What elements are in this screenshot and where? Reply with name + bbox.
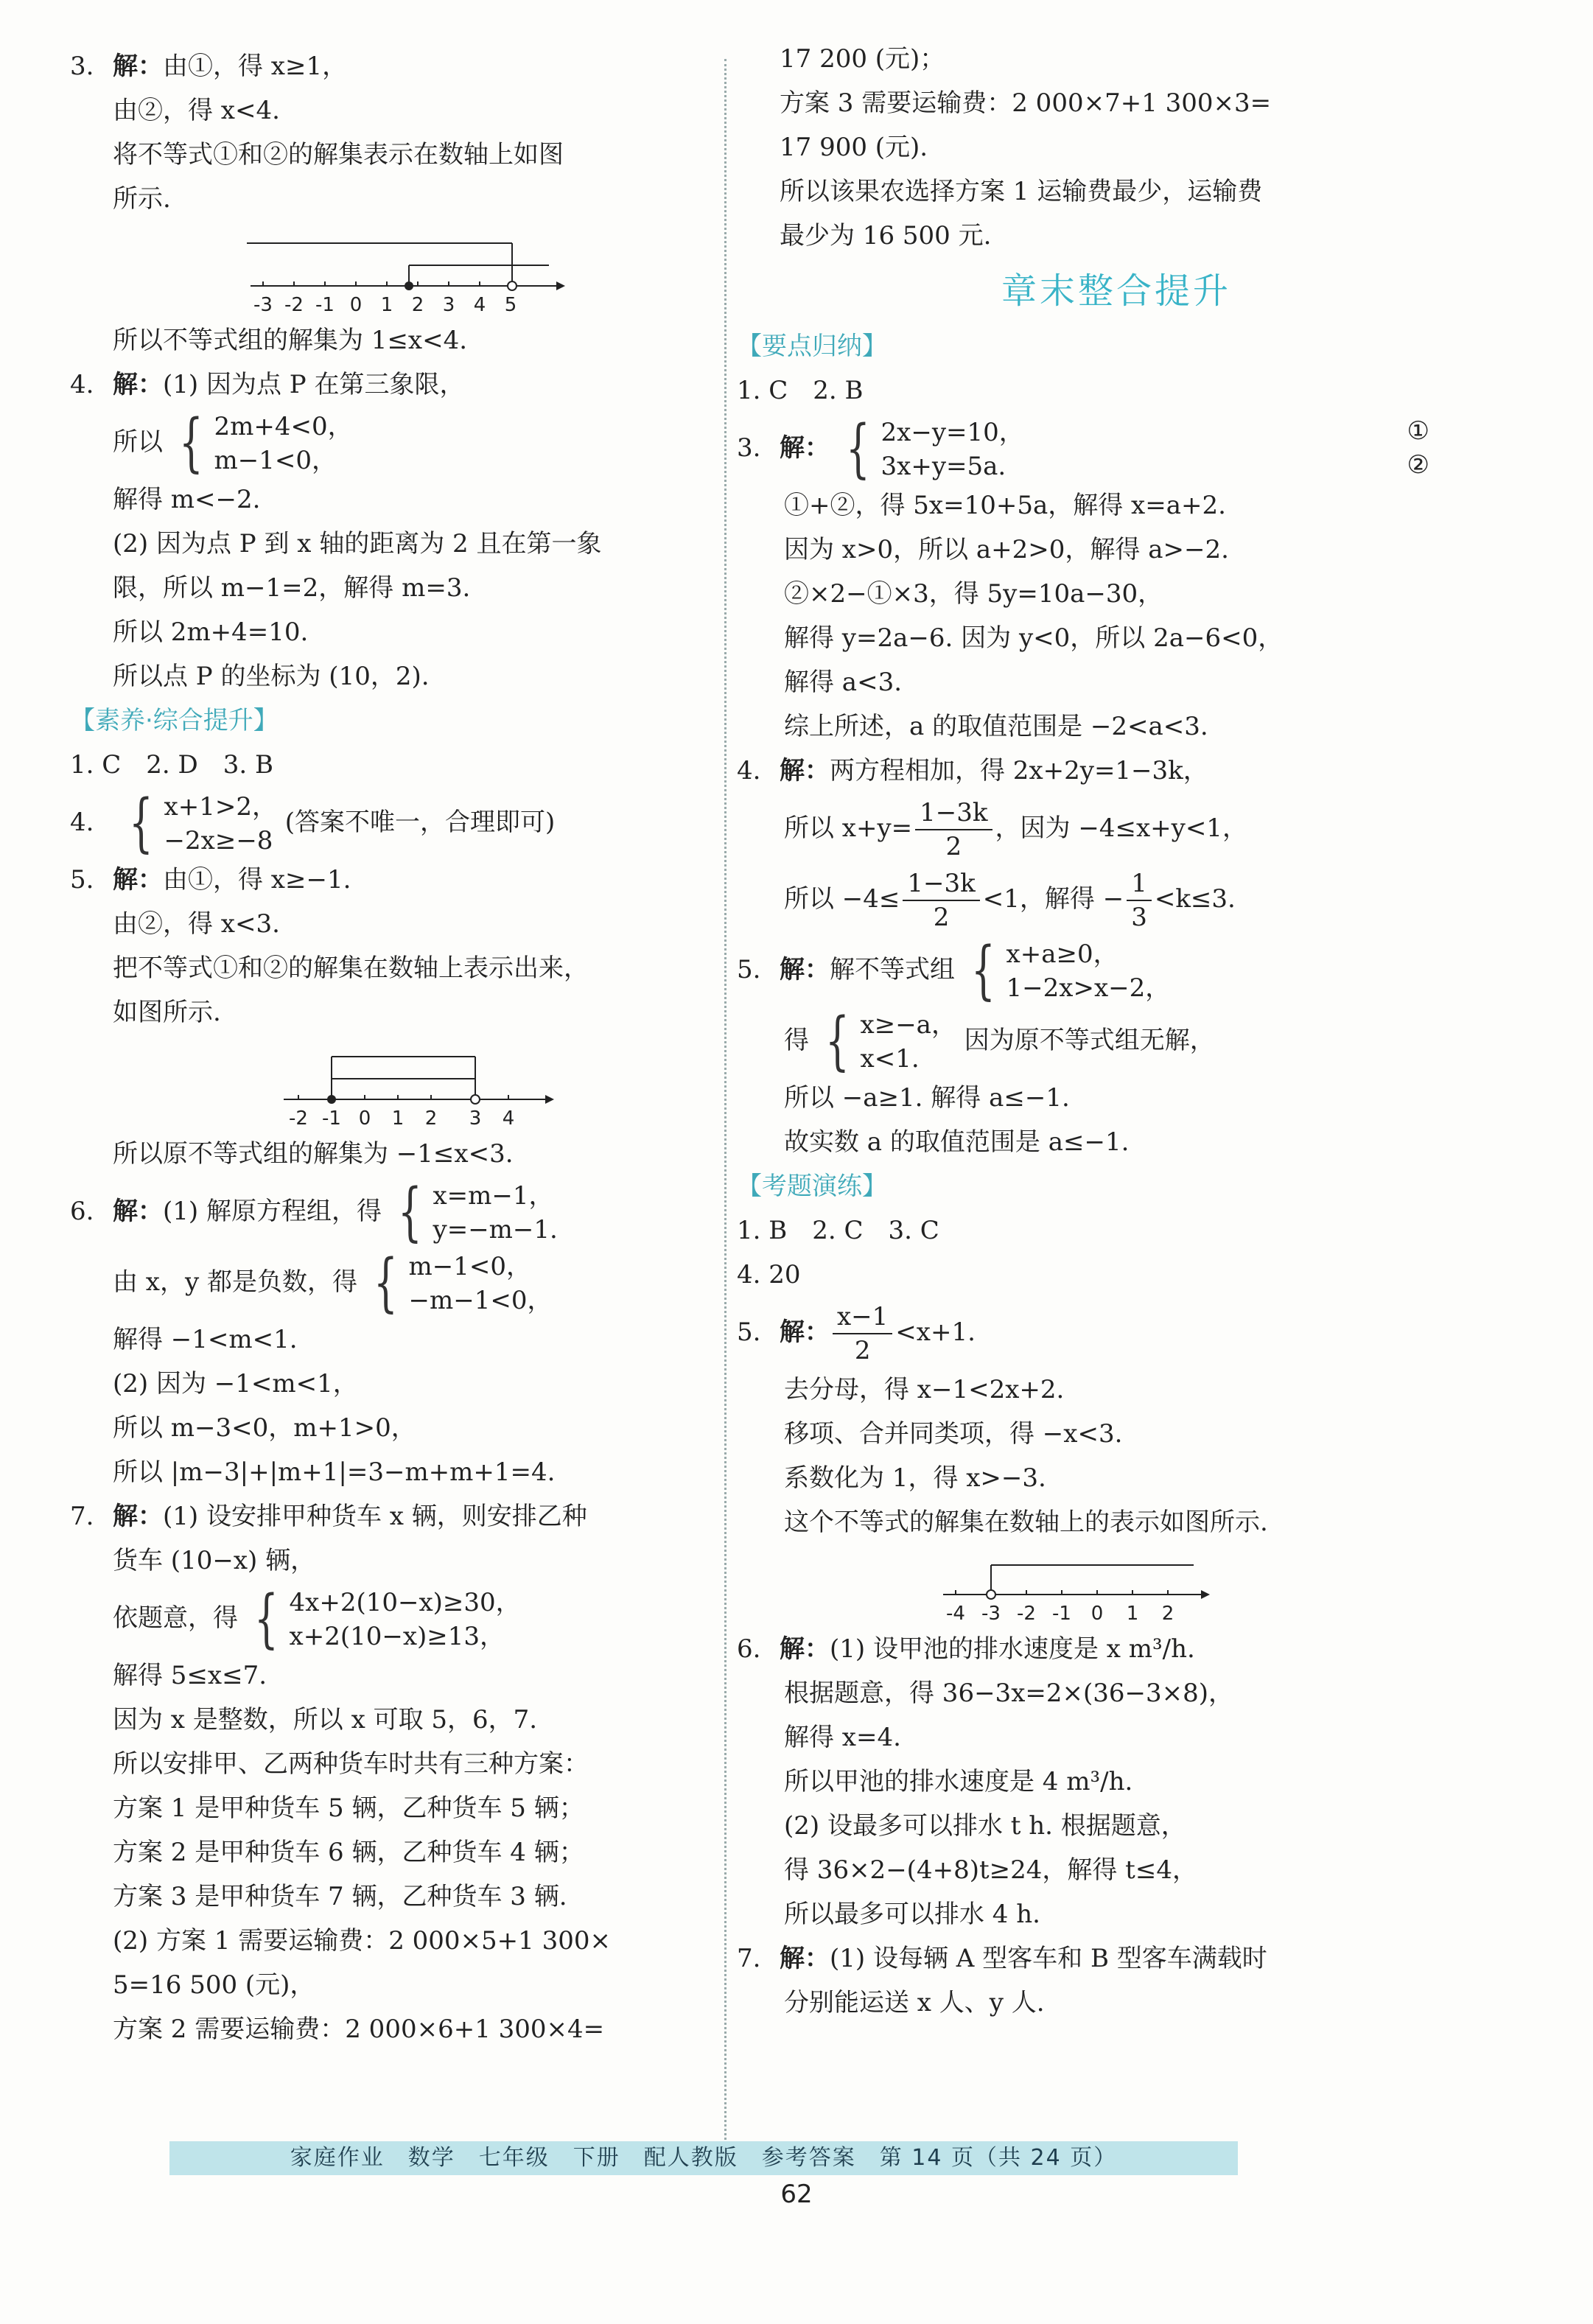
q7-line4: 因为 x 是整数，所以 x 可取 5，6，7.	[113, 1705, 538, 1735]
r-q3-line2: 因为 x>0，所以 a+2>0，解得 a>−2.	[784, 535, 1229, 564]
q4-system: 所以 { 2m+4<0， m−1<0，	[113, 406, 353, 480]
q3-line1: 3. 解：由①，得 x≥1，	[70, 52, 348, 81]
r-q6-line7: 所以最多可以排水 4 h.	[784, 1900, 1040, 1929]
r-q7-line1: 7. 解：(1) 设每辆 A 型客车和 B 型客车满载时	[737, 1944, 1267, 1973]
equation-marker-1: ①	[1407, 416, 1429, 446]
inequality-system: { x+1>2， −2x≥−8	[128, 786, 277, 860]
q3-line2: 由②，得 x<4.	[113, 96, 280, 125]
r-q5-system2: 得 { x≥−a， x<1. 因为原不等式组无解，	[784, 1004, 1215, 1078]
q4-line2: 解得 m<−2.	[113, 485, 261, 514]
q4-line5: 所以 2m+4=10.	[113, 617, 309, 647]
q4-line4: 限，所以 m−1=2，解得 m=3.	[113, 573, 471, 603]
tick-label: 0	[349, 294, 363, 314]
inequality-system: { m−1<0， −m−1<0，	[373, 1246, 553, 1320]
number-line-q5	[70, 1039, 718, 1127]
page-number: 62	[780, 2180, 813, 2209]
r-q3-line5: 解得 a<3.	[784, 668, 903, 697]
q7-system: 依题意，得 { 4x+2(10−x)≥30， x+2(10−x)≥13，	[113, 1582, 521, 1656]
tick-label: -3	[253, 294, 273, 314]
inequality-system: { x≥−a， x<1.	[824, 1004, 956, 1078]
number-line-q5b	[737, 1549, 1496, 1623]
inequality-system: { 4x+2(10−x)≥30， x+2(10−x)≥13，	[253, 1582, 521, 1656]
tick-label: 0	[358, 1107, 371, 1127]
fraction: $\frac{1}{3}$	[1127, 867, 1152, 934]
q5-line3: 把不等式①和②的解集在数轴上表示出来，	[113, 953, 589, 983]
r-q5b-line3: 系数化为 1，得 x>−3.	[784, 1463, 1046, 1493]
r-q3-system: 3. 解： { 2x−y=10， 3x+y=5a. ① ②	[737, 412, 1429, 486]
q7-line7: 方案 2 是甲种货车 6 辆，乙种货车 4 辆；	[113, 1838, 584, 1867]
fraction: $\frac{1-3k}{2}$	[903, 867, 979, 934]
right-line1: 17 200 (元)；	[780, 44, 945, 74]
q4-line6: 所以点 P 的坐标为 (10，2).	[113, 662, 430, 691]
q7-line10: 5=16 500 (元)，	[113, 1970, 315, 2000]
q7-line11: 方案 2 需要运输费：2 000×6+1 300×4=	[113, 2015, 605, 2044]
r-q5b-line2: 移项、合并同类项，得 −x<3.	[784, 1419, 1123, 1449]
equation-system: { 2m+4<0， m−1<0，	[178, 406, 353, 480]
q6-system2: 由 x，y 都是负数，得 { m−1<0， −m−1<0，	[113, 1246, 553, 1320]
right-line2: 方案 3 需要运输费：2 000×7+1 300×3=	[780, 88, 1272, 118]
r-q4-line1: 4. 解：两方程相加，得 2x+2y=1−3k，	[737, 756, 1208, 785]
r-q6-line2: 根据题意，得 36−3x=2×(36−3×8)，	[784, 1679, 1234, 1708]
r-q3-line6: 综上所述，a 的取值范围是 −2<a<3.	[784, 712, 1208, 741]
right-line3: 17 900 (元).	[780, 133, 928, 162]
r-q5b-line4: 这个不等式的解集在数轴上的表示如图所示.	[784, 1508, 1268, 1537]
footer-banner: 家庭作业 数学 七年级 下册 配人教版 参考答案 第 14 页（共 24 页）	[169, 2141, 1238, 2175]
tick-label: 1	[380, 294, 393, 314]
equation-system: { 2x−y=10， 3x+y=5a.	[845, 412, 1024, 486]
q5-line1: 5. 解：由①，得 x≥−1.	[70, 865, 351, 895]
tick-label: 4	[473, 294, 486, 314]
section-label-summary: 【要点归纳】	[737, 332, 887, 361]
tick-label: 2	[1161, 1603, 1174, 1623]
r-q6-line5: (2) 设最多可以排水 t h. 根据题意，	[784, 1811, 1186, 1841]
r-q5b-line: 5. 解： $\frac{x-1}{2}$ <x+1.	[737, 1302, 976, 1365]
number-line-q3	[70, 225, 718, 314]
tick-label: -3	[981, 1603, 1001, 1623]
tick-label: 0	[1090, 1603, 1104, 1623]
tick-label: 4	[502, 1107, 515, 1127]
equation-marker-2: ②	[1407, 450, 1429, 480]
q7-line9: (2) 方案 1 需要运输费：2 000×5+1 300×	[113, 1926, 611, 1956]
r-q6-line3: 解得 x=4.	[784, 1723, 901, 1752]
r-q6-line6: 得 36×2−(4+8)t≥24，解得 t≤4，	[784, 1855, 1197, 1885]
equation-system: { x=m−1， y=−m−1.	[397, 1175, 558, 1249]
q4-line1: 4. 解：(1) 因为点 P 在第三象限，	[70, 370, 465, 399]
r-q7-line2: 分别能运送 x 人、y 人.	[784, 1988, 1045, 2017]
right-line5: 最少为 16 500 元.	[780, 221, 992, 251]
tick-label: -1	[322, 1107, 341, 1127]
fraction: $\frac{x-1}{2}$	[833, 1301, 892, 1367]
q5-line5: 所以原不等式组的解集为 −1≤x<3.	[113, 1139, 514, 1169]
section-label-exam: 【考题演练】	[737, 1172, 887, 1201]
tick-label: -2	[1017, 1603, 1036, 1623]
tick-label: 5	[504, 294, 517, 314]
r-q4-line2: 所以 x+y= $\frac{1-3k}{2}$ ，因为 −4≤x+y<1，	[784, 798, 1247, 861]
tick-label: 3	[469, 1107, 482, 1127]
tick-label: -4	[946, 1603, 965, 1623]
answer-4-right: 4. 20	[737, 1260, 801, 1289]
q3-line3: 将不等式①和②的解集表示在数轴上如图	[113, 140, 564, 169]
q3-line5: 所以不等式组的解集为 1≤x<4.	[113, 326, 468, 355]
right-column	[737, 37, 1496, 2025]
q7-line8: 方案 3 是甲种货车 7 辆，乙种货车 3 辆.	[113, 1882, 567, 1911]
r-q4-line3: 所以 −4≤ $\frac{1-3k}{2}$ <1，解得 − $\frac{1}{3}$ <k≤3.	[784, 869, 1236, 932]
q6-line2: (2) 因为 −1<m<1，	[113, 1369, 358, 1399]
r-q5-system1: 5. 解：解不等式组 { x+a≥0， 1−2x>x−2，	[737, 934, 1171, 1007]
q7-line3: 解得 5≤x≤7.	[113, 1661, 267, 1690]
tick-label: 2	[424, 1107, 438, 1127]
r-q5-line2: 故实数 a 的取值范围是 a≤−1.	[784, 1127, 1130, 1157]
r-q5-line1: 所以 −a≥1. 解得 a≤−1.	[784, 1083, 1070, 1113]
q7-line2: 货车 (10−x) 辆，	[113, 1546, 316, 1575]
tick-label: -1	[315, 294, 335, 314]
q3-line4: 所示.	[113, 184, 171, 214]
left-column	[70, 44, 718, 2051]
q7-line1: 7. 解：(1) 设安排甲种货车 x 辆，则安排乙种	[70, 1502, 587, 1531]
answers-1-3: 1. C 2. D 3. B	[70, 750, 274, 780]
tick-label: 1	[1126, 1603, 1139, 1623]
r-q6-line1: 6. 解：(1) 设甲池的排水速度是 x m³/h.	[737, 1634, 1195, 1664]
answers-1-3-right: 1. B 2. C 3. C	[737, 1216, 939, 1245]
r-q6-line4: 所以甲池的排水速度是 4 m³/h.	[784, 1767, 1133, 1796]
fraction: $\frac{1-3k}{2}$	[915, 797, 992, 863]
tick-label: 3	[442, 294, 455, 314]
r-q3-line4: 解得 y=2a−6. 因为 y<0，所以 2a−6<0，	[784, 623, 1284, 653]
chapter-title: 章末整合提升	[1001, 270, 1231, 312]
q6-system1: 6. 解：(1) 解原方程组，得 { x=m−1， y=−m−1.	[70, 1175, 558, 1249]
q4b-system: 4. { x+1>2， −2x≥−8 (答案不唯一，合理即可)	[70, 786, 556, 860]
column-divider	[724, 59, 727, 2166]
right-line4: 所以该果农选择方案 1 运输费最少，运输费	[780, 177, 1263, 206]
tick-label: 1	[391, 1107, 405, 1127]
q5-line4: 如图所示.	[113, 998, 221, 1027]
q6-line3: 所以 m−3<0，m+1>0，	[113, 1413, 416, 1443]
tick-label: -1	[1052, 1603, 1071, 1623]
q4-line3: (2) 因为点 P 到 x 轴的距离为 2 且在第一象	[113, 529, 602, 559]
inequality-system: { x+a≥0， 1−2x>x−2，	[970, 934, 1171, 1007]
q5-line2: 由②，得 x<3.	[113, 909, 280, 939]
r-q5b-line1: 去分母，得 x−1<2x+2.	[784, 1375, 1065, 1404]
q6-line1: 解得 −1<m<1.	[113, 1325, 298, 1354]
tick-label: -2	[284, 294, 304, 314]
section-label-literacy: 【素养·综合提升】	[70, 706, 279, 735]
answers-1-2: 1. C 2. B	[737, 376, 864, 405]
q6-line4: 所以 |m−3|+|m+1|=3−m+m+1=4.	[113, 1457, 556, 1487]
tick-label: 2	[411, 294, 424, 314]
q7-line5: 所以安排甲、乙两种货车时共有三种方案：	[113, 1749, 589, 1779]
tick-label: -2	[289, 1107, 308, 1127]
r-q3-line3: ②×2−①×3，得 5y=10a−30，	[784, 579, 1163, 609]
r-q3-line1: ①+②，得 5x=10+5a，解得 x=a+2.	[784, 491, 1226, 520]
q7-line6: 方案 1 是甲种货车 5 辆，乙种货车 5 辆；	[113, 1793, 584, 1823]
